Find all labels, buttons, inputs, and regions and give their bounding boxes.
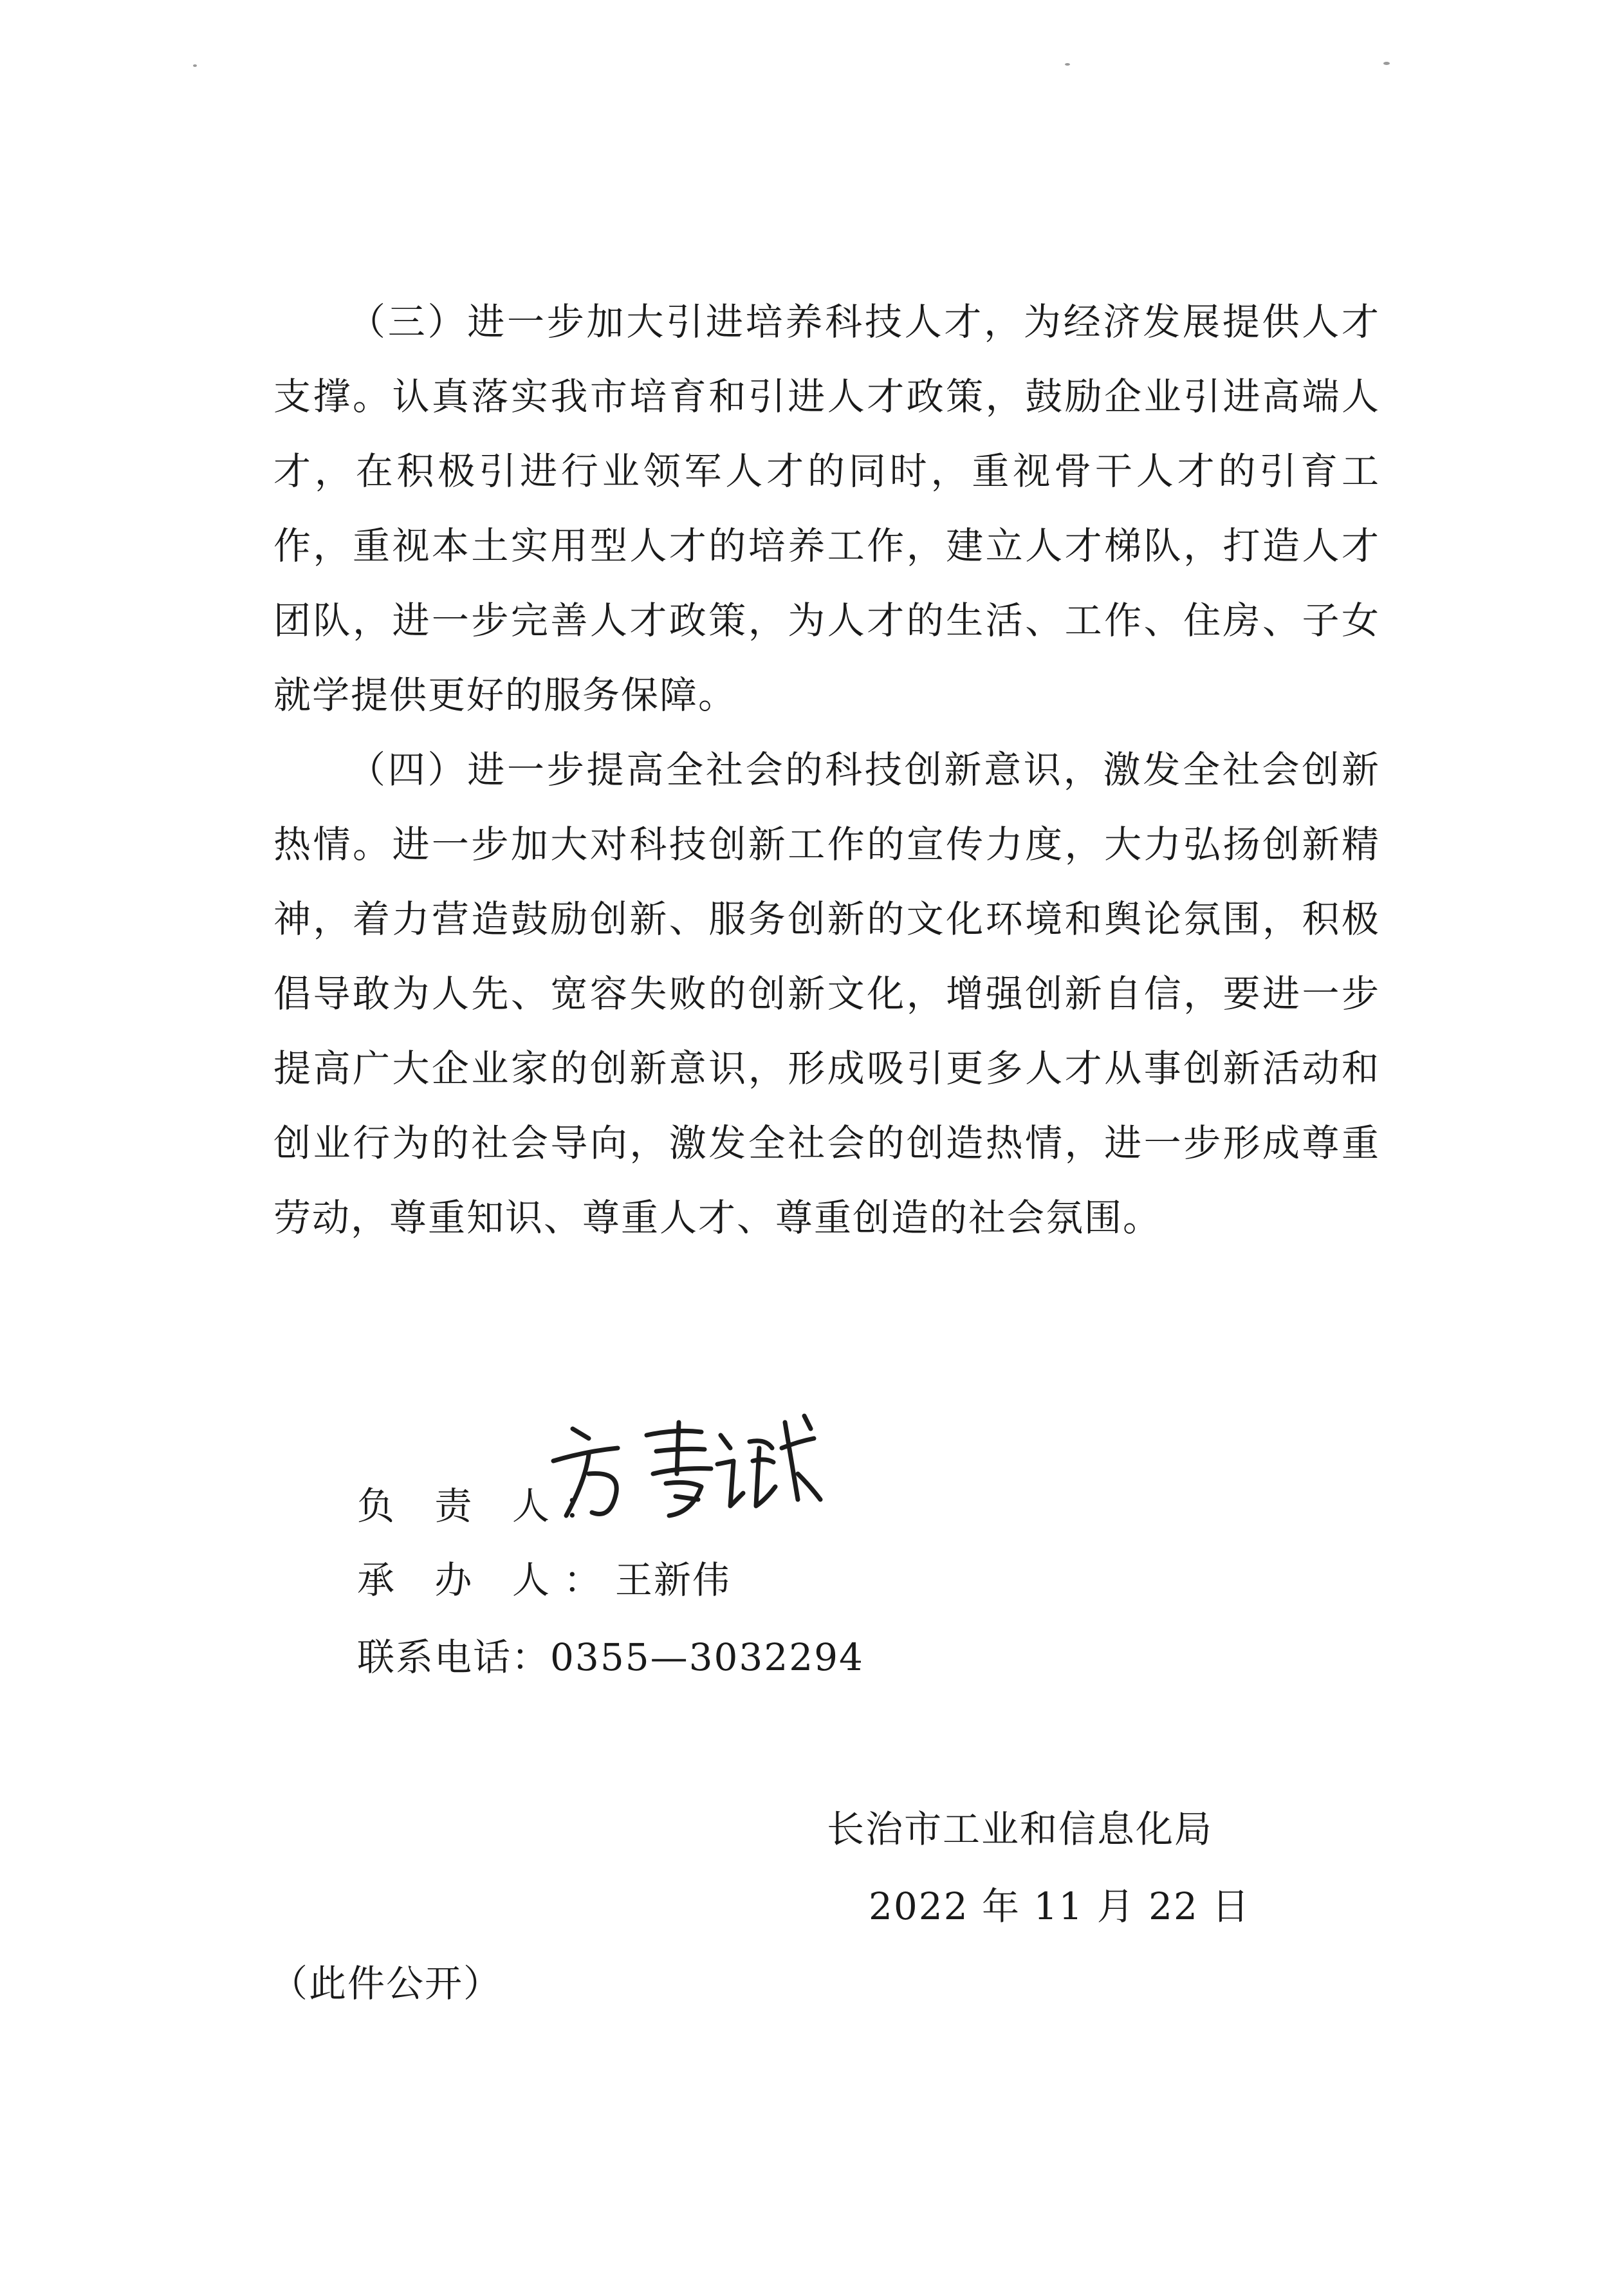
- handler-name: 王新伟: [614, 1558, 731, 1602]
- issuing-organization: 长治市工业和信息化局: [827, 1807, 1213, 1851]
- phone-number: 0355—3032294: [550, 1635, 864, 1679]
- handler-label: 承 办 人：: [357, 1558, 615, 1602]
- handler-line: [357, 1557, 731, 1603]
- paragraph-talent: （三）进一步加大引进培养科技人才，为经济发展提供人才支撑。认真落实我市培育和引进人才政策，鼓励企业引进高端人才，在积极引进行业领军人才的同时，重视骨干人才的引育工作，重视本土实用型人才的培养工作，建立人才梯队，打造人才团队，进一步完善人才政策，为人才的生活、工作、住房、子女就学提供更好的服务保障。: [273, 300, 1380, 717]
- scan-speck: [193, 64, 197, 67]
- handwritten-signature: [528, 1403, 824, 1532]
- paragraph-innovation-awareness: （四）进一步提高全社会的科技创新意识，激发全社会创新热情。进一步加大对科技创新工作的宣传力度，大力弘扬创新精神，着力营造鼓励创新、服务创新的文化环境和舆论氛围，积极倡导敢为人先、宽容失败的创新文化，增强创新自信，要进一步提高广大企业家的创新意识，形成吸引更多人才从事创新活动和创业行为的社会导向，激发全社会的创造热情，进一步形成尊重劳动，尊重知识、尊重人才、尊重创造的社会氛围。: [273, 748, 1380, 1240]
- phone-label: 联系电话：: [357, 1635, 551, 1679]
- scan-speck: [1065, 63, 1070, 66]
- responsible-person-label: 负 责 人：: [357, 1484, 615, 1528]
- issue-date: 2022 年 11 月 22 日: [869, 1884, 1251, 1928]
- scan-speck: [1383, 62, 1390, 65]
- document-body: [273, 284, 1380, 1255]
- phone-line: [357, 1635, 864, 1680]
- public-disclosure-note: （此件公开）: [270, 1962, 503, 2005]
